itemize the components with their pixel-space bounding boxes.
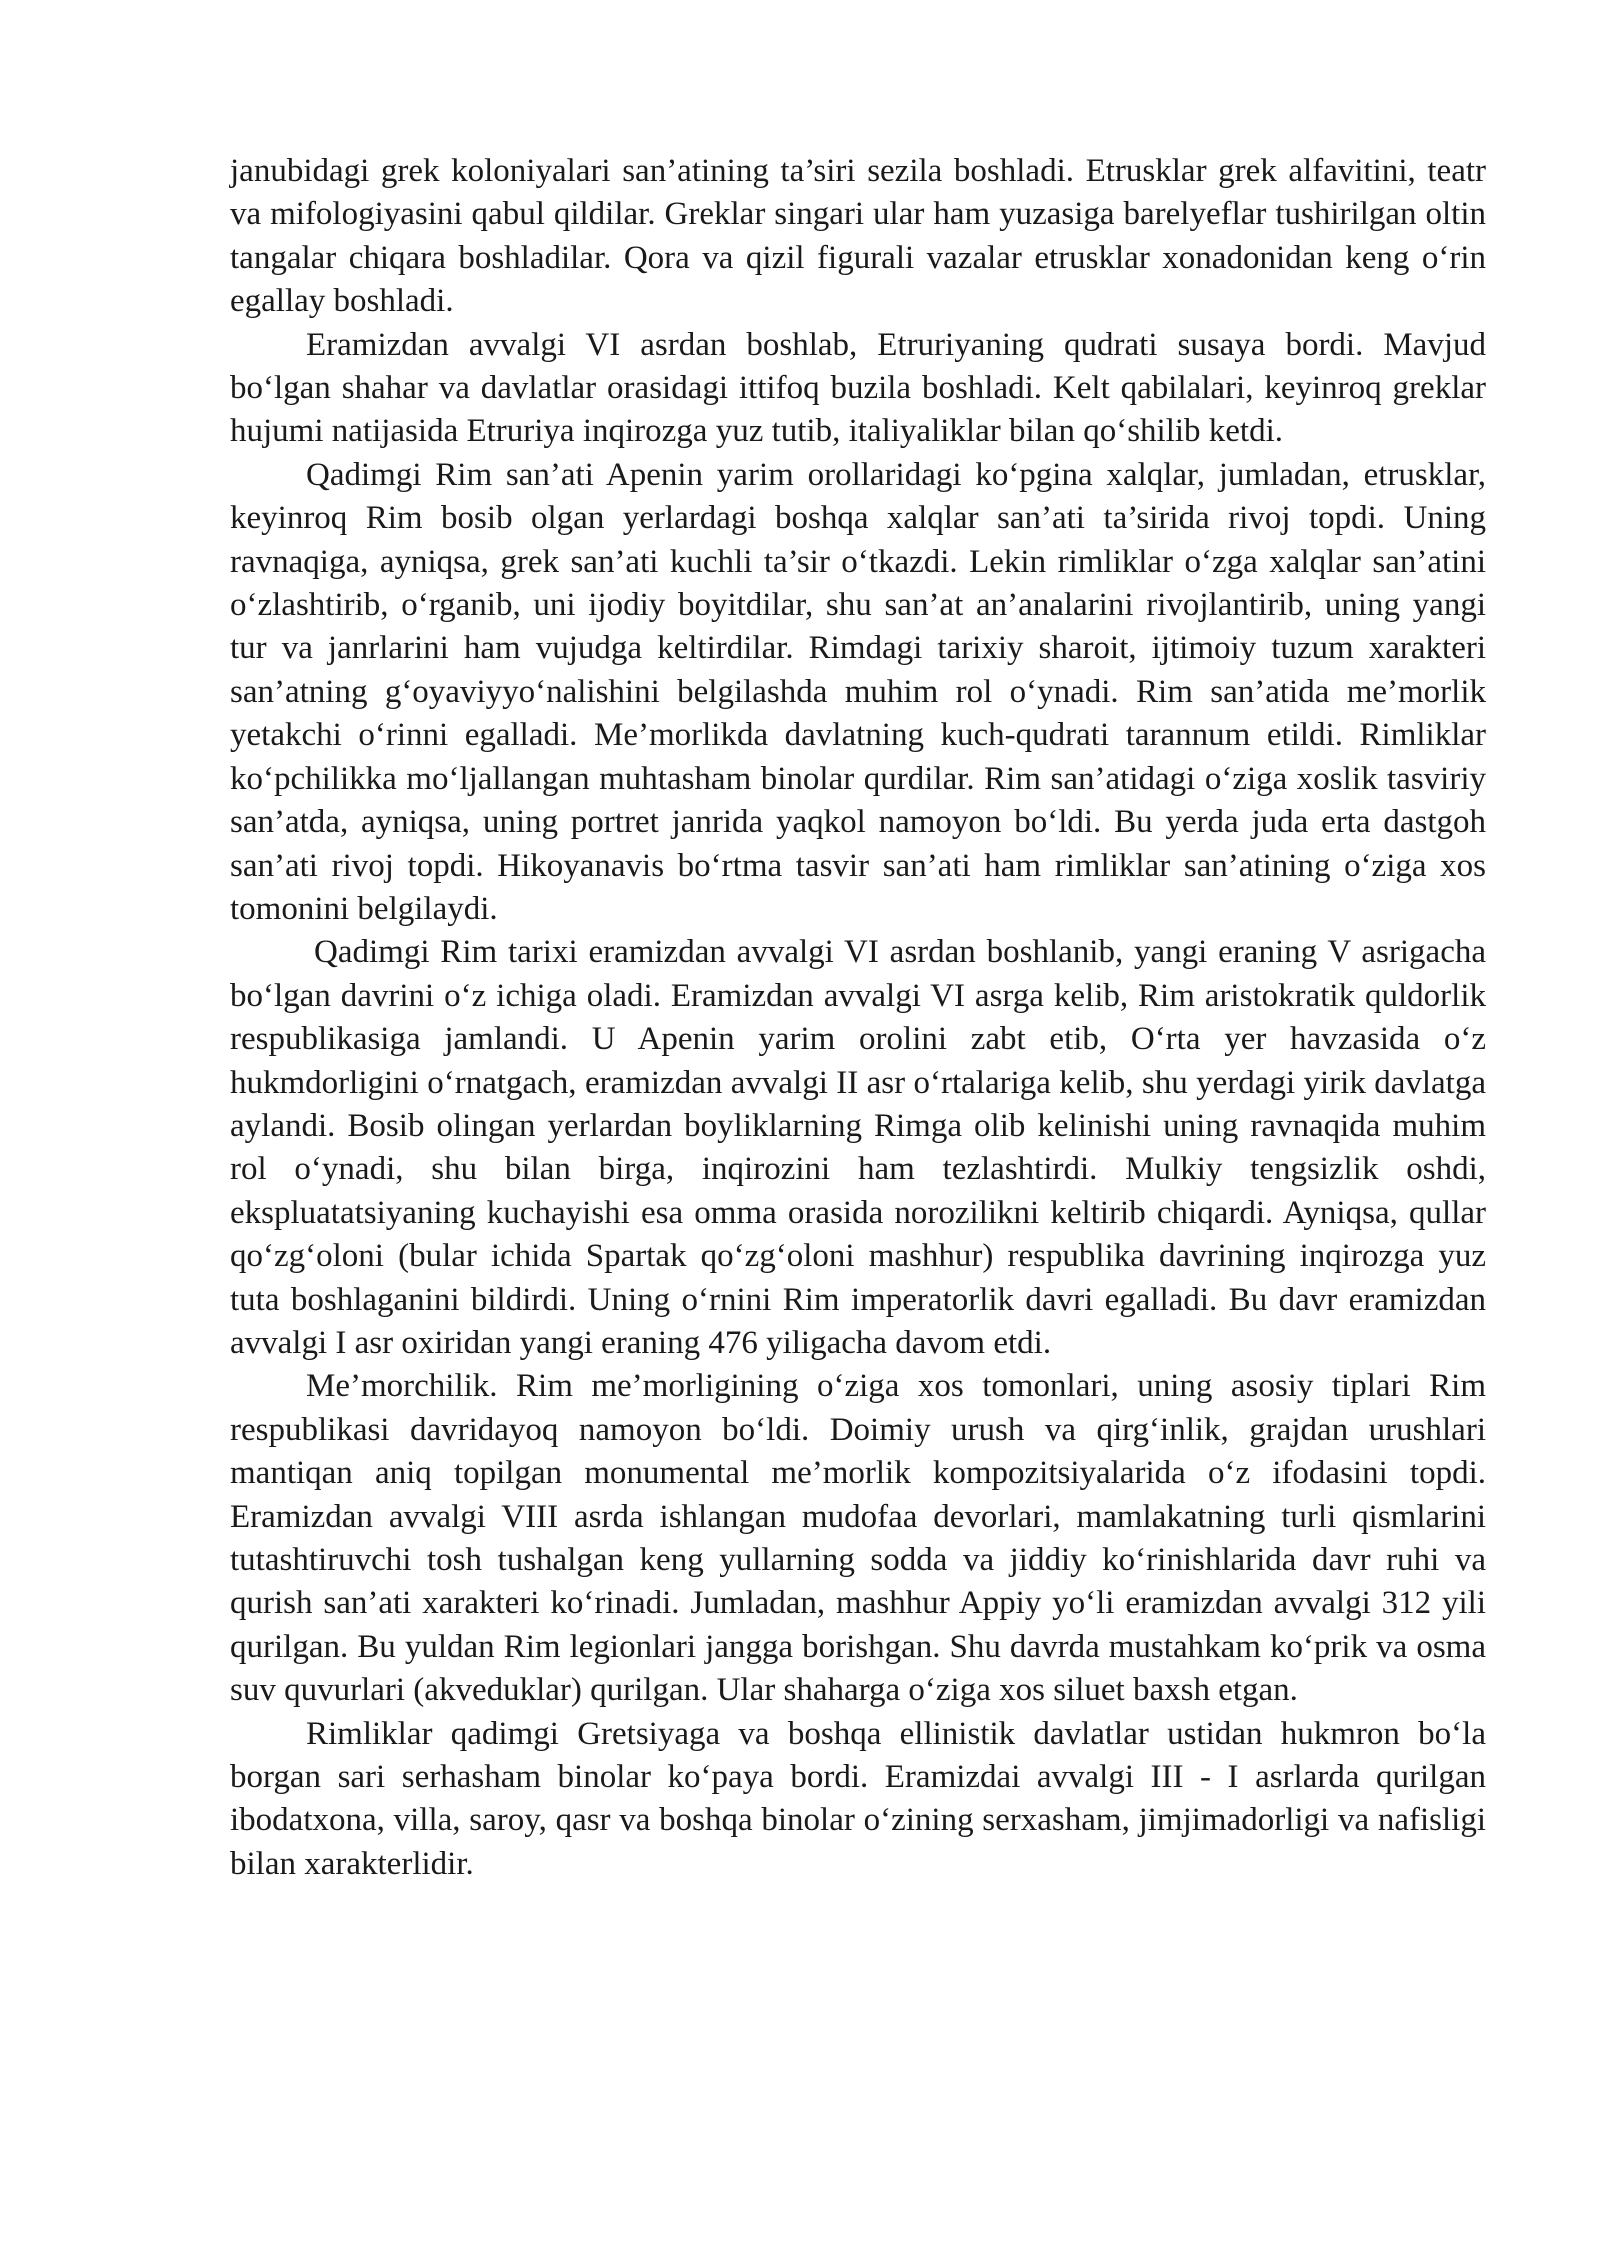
paragraph-5: Me’morchilik. Rim me’morligining o‘ziga xos tomonlari, uning asosiy tiplari Rim respublikasi davridayoq namoyon bo‘ldi. Doimiy urush va qirg‘inlik, grajdan urushlari mantiqan aniq topilgan monumental me’morlik kompozitsiyalarida o‘z ifodasini topdi. Eramizdan avvalgi VIII asrda ishlangan mudofaa devorlari, mamlakatning turli qismlarini tutashtiruvchi tosh tushalgan keng yullarning sodda va jiddiy ko‘rinishlarida davr ruhi va qurish san’ati xarakteri ko‘rinadi. Jumladan, mashhur Appiy yo‘li eramizdan avvalgi 312 yili qurilgan. Bu yuldan Rim legionlari jangga borishgan. Shu davrda mustahkam ko‘prik va osma suv quvurlari (akveduklar) qurilgan. Ular shaharga o‘ziga xos siluet baxsh etgan.: [230, 1368, 1486, 1709]
paragraph-1: janubidagi grek koloniyalari san’atining ta’siri sezila boshladi. Etrusklar grek alfavitini, teatr va mifologiyasini qabul qildilar. Greklar singari ular ham yuzasiga barelyeflar tushirilgan oltin tangalar chiqara boshladilar. Qora va qizil figurali vazalar etrusklar xonadonidan keng o‘rin egallay boshladi.: [230, 153, 1486, 320]
body-text: [230, 150, 1486, 1886]
paragraph-2: Eramizdan avvalgi VI asrdan boshlab, Etruriyaning qudrati susaya bordi. Mavjud bo‘lgan shahar va davlatlar orasidagi ittifoq buzila boshladi. Kelt qabilalari, keyinroq greklar hujumi natijasida Etruriya inqirozga yuz tutib, italiyaliklar bilan qo‘shilib ketdi.: [230, 326, 1486, 450]
paragraph-3: Qadimgi Rim san’ati Apenin yarim orollaridagi ko‘pgina xalqlar, jumladan, etrusklar, keyinroq Rim bosib olgan yerlardagi boshqa xalqlar san’ati ta’sirida rivoj topdi. Uning ravnaqiga, ayniqsa, grek san’ati kuchli ta’sir o‘tkazdi. Lekin rimliklar o‘zga xalqlar san’atini o‘zlashtirib, o‘rganib, uni ijodiy boyitdilar, shu san’at an’analarini rivojlantirib, uning yangi tur va janrlarini ham vujudga keltirdilar. Rimdagi tarixiy sharoit, ijtimoiy tuzum xarakteri san’atning g‘oyaviyyo‘nalishini belgilashda muhim rol o‘ynadi. Rim san’atida me’morlik yetakchi o‘rinni egalladi. Me’morlikda davlatning kuch-qudrati tarannum etildi. Rimliklar ko‘pchilikka mo‘ljallangan muhtasham binolar qurdilar. Rim san’atidagi o‘ziga xoslik tasviriy san’atda, ayniqsa, uning portret janrida yaqkol namoyon bo‘ldi. Bu yerda juda erta dastgoh san’ati rivoj topdi. Hikoyanavis bo‘rtma tasvir san’ati ham rimliklar san’atining o‘ziga xos tomonini belgilaydi.: [230, 456, 1486, 927]
paragraph-6: Rimliklar qadimgi Gretsiyaga va boshqa ellinistik davlatlar ustidan hukmron bo‘la borgan sari serhasham binolar ko‘paya bordi. Eramizdai avvalgi III - I asrlarda qurilgan ibodatxona, villa, saroy, qasr va boshqa binolar o‘zining serxasham, jimjimadorligi va nafisligi bilan xarakterlidir.: [230, 1715, 1486, 1882]
paragraph-4: Qadimgi Rim tarixi eramizdan avvalgi VI asrdan boshlanib, yangi eraning V asrigacha bo‘lgan davrini o‘z ichiga oladi. Eramizdan avvalgi VI asrga kelib, Rim aristokratik quldorlik respublikasiga jamlandi. U Apenin yarim orolini zabt etib, O‘rta yer havzasida o‘z hukmdorligini o‘rnatgach, eramizdan avvalgi II asr o‘rtalariga kelib, shu yerdagi yirik davlatga aylandi. Bosib olingan yerlardan boyliklarning Rimga olib kelinishi uning ravnaqida muhim rol o‘ynadi, shu bilan birga, inqirozini ham tezlashtirdi. Mulkiy tengsizlik oshdi, ekspluatatsiyaning kuchayishi esa omma orasida norozilikni keltirib chiqardi. Ayniqsa, qullar qo‘zg‘oloni (bular ichida Spartak qo‘zg‘oloni mashhur) respublika davrining inqirozga yuz tuta boshlaganini bildirdi. Uning o‘rnini Rim imperatorlik davri egalladi. Bu davr eramizdan avvalgi I asr oxiridan yangi eraning 476 yiligacha davom etdi.: [230, 934, 1486, 1361]
